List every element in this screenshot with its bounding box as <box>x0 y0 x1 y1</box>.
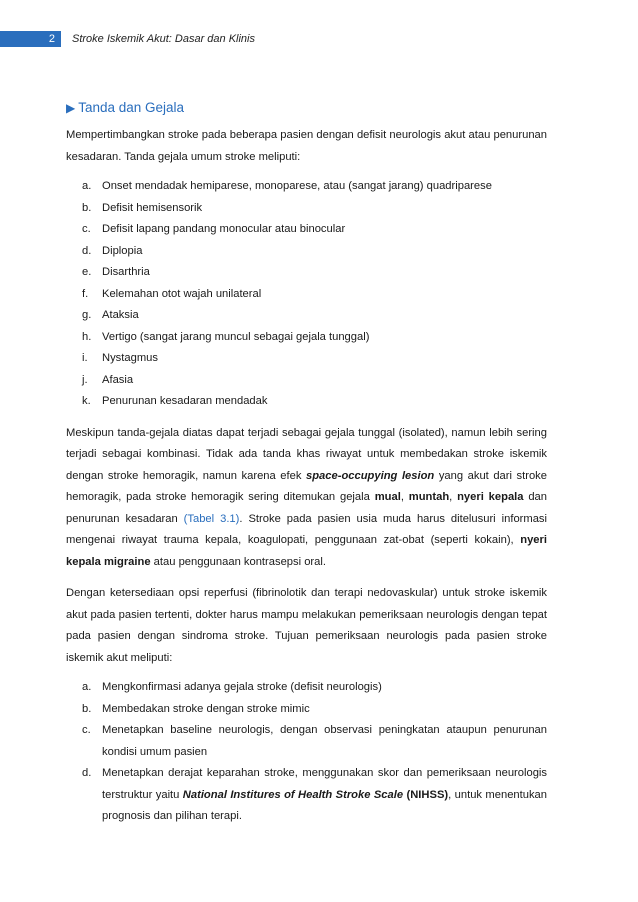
intro-paragraph: Mempertimbangkan stroke pada beberapa pasien dengan defisit neurologis akut atau penurunan kesadaran. Tanda gejala umum stroke meliputi: <box>66 129 547 163</box>
list-item: f. Kelemahan otot wajah unilateral <box>82 287 262 300</box>
page-number: 2 <box>48 33 55 45</box>
list-item: c. Menetapkan baseline neurologis, dengan observasi peningkatan ataupun penurunan kondisi umum pasien <box>82 724 547 758</box>
section-heading: ▶ Tanda dan Gejala <box>66 100 185 115</box>
triangle-right-icon: ▶ <box>66 101 76 115</box>
list-item: i. Nystagmus <box>82 352 158 364</box>
list-item: c. Defisit lapang pandang monocular atau binocular <box>82 223 346 235</box>
page-content <box>66 99 547 828</box>
paragraph-2: Meskipun tanda-gejala diatas dapat terjadi sebagai gejala tunggal (isolated), namun lebih sering terjadi sebagai kombinasi. Tidak ada tanda khas riwayat untuk membedakan stroke iskemik dengan stroke hemoragik, namun karena efek space-occupying lesion yang akut dari stroke hemoragik, pada stroke hemoragik sering ditemukan gejala mual, muntah, nyeri kepala dan penurunan kesadaran (Tabel 3.1). Stroke pada pasien usia muda harus ditelusuri informasi mengenai riwayat trauma kepala, koagulopati, penggunaan zat-obat (seperti kokain), nyeri kepala migraine atau penggunaan kontrasepsi oral. <box>66 426 548 568</box>
page-header <box>0 31 638 47</box>
table-reference-link[interactable]: (Tabel 3.1) <box>183 512 240 525</box>
list-item: j. Afasia <box>82 373 134 386</box>
list-item: b. Defisit hemisensorik <box>82 201 203 214</box>
page-number-box <box>0 31 61 47</box>
list-item: d. Menetapkan derajat keparahan stroke, menggunakan skor dan pemeriksaan neurologis terstruktur yaitu National Institures of Health Stroke Scale (NIHSS), untuk menentukan prognosis dan pilihan terapi. <box>82 767 548 822</box>
goals-list <box>66 677 547 828</box>
list-item: b. Membedakan stroke dengan stroke mimic <box>82 702 310 715</box>
symptom-list <box>66 176 547 413</box>
list-item: d. Diplopia <box>82 244 143 257</box>
list-item: a. Onset mendadak hemiparese, monoparese, atau (sangat jarang) quadriparese <box>82 180 492 192</box>
list-item: h. Vertigo (sangat jarang muncul sebagai gejala tunggal) <box>82 330 370 343</box>
list-item: e. Disarthria <box>82 266 150 278</box>
list-item: a. Mengkonfirmasi adanya gejala stroke (defisit neurologis) <box>82 681 382 693</box>
running-title: Stroke Iskemik Akut: Dasar dan Klinis <box>72 33 255 45</box>
list-item: g. Ataksia <box>82 309 139 321</box>
list-item: k. Penurunan kesadaran mendadak <box>82 395 268 407</box>
paragraph-3: Dengan ketersediaan opsi reperfusi (fibrinolotik dan terapi nedovaskular) untuk stroke iskemik akut pada pasien tertenti, dokter harus mampu melakukan pemeriksaan neurologis dengan tepat pada pasien dengan sindroma stroke. Tujuan pemeriksaan neurologis pada pasien stroke iskemik akut meliputi: <box>66 587 547 664</box>
